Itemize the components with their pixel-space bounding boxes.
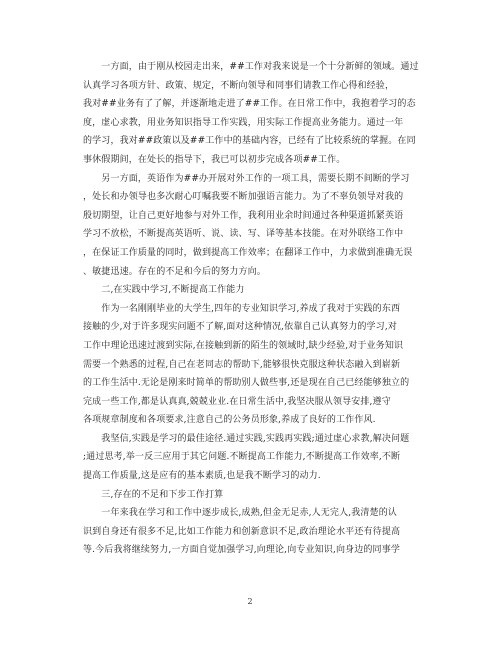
text-line: 接触的少,对于许多现实问题不了解,面对这种情况,依靠自己认真努力的学习,对 [83,322,397,333]
text-line: ，处长和办领导也多次耐心叮嘱我要不断加强语言能力。为了不辜负领导对我的 [83,192,404,203]
text-line: 度，虚心求教，用业务知识指导工作实践，用实际工作提高业务能力。通过一年 [83,117,404,128]
section-heading: 二,在实践中学习,不断提高工作能力 [83,285,245,296]
text-line: 的学习，我对##政策以及##工作中的基础内容，已经有了比较系统的掌握。在同 [83,136,416,147]
page-number: 2 [247,597,253,606]
text-line: 工作中理论迅速过渡到实际,在接触到新的陌生的领域时,缺少经验,对于业务知识 [83,340,404,351]
text-line: 、敏捷迅速。存在的不足和今后的努力方向。 [83,266,267,277]
text-line: 完成一些工作,都是认真真,兢兢业业.在日常生活中,我坚决服从领导安排,遵守 [83,396,391,407]
text-line: 事休假期间，在处长的指导下，我已可以初步完成各项##工作。 [83,154,346,165]
text-line: 提高工作质量,这是应有的基本素质,也是我不断学习的动力. [83,471,321,482]
text-line: 各项规章制度和各项要求,注意自己的公务员形象,养成了良好的工作作风. [83,415,376,426]
text-line: 学习不放松，不断提高英语听、说、读、写、译等基本技能。在对外联络工作中 [83,229,404,240]
text-line: 需要一个熟悉的过程,自己在老同志的帮助下,能够很快克服这种状态融入到崭新 [83,359,401,370]
text-line: 一方面，由于刚从校园走出来，##工作对我来说是一个十分新鲜的领域。通过 [83,62,419,72]
text-line: 作为一名刚刚毕业的大学生,四年的专业知识学习,养成了我对于实践的东西 [83,303,401,314]
text-line: ，在保证工作质量的同时，做到提高工作效率；在翻译工作中，力求做到准确无误 [83,247,413,258]
text-line: 一年来我在学习和工作中逐步成长,成熟,但金无足赤,人无完人,我清楚的认 [83,508,397,519]
text-line: 我坚信,实践是学习的最佳途径.通过实践,实践再实践;通过虚心求教,解决问题 [83,433,410,444]
text-line: 我对##业务有了了解，并逐渐地走进了##工作。在日常工作中，我抱着学习的态 [83,99,416,110]
section-heading: 三,存在的不足和下步工作打算 [83,489,224,500]
body-text [83,58,418,560]
text-line: 认真学习各项方针、政策、规定，不断向领导和同事们请教工作心得和经验， [83,80,395,91]
text-line: 等.今后我将继续努力,一方面自觉加强学习,向理论,向专业知识,向身边的同事学 [83,545,401,556]
text-line: 识到自身还有很多不足,比如工作能力和创新意识不足,政治理论水平还有待提高 [83,526,401,537]
text-line: 殷切期望，让自己更好地参与对外工作，我利用业余时间通过各种渠道抓紧英语 [83,210,404,221]
text-line: 另一方面，英语作为##办开展对外工作的一项工具，需要长期不间断的学习 [83,173,410,184]
text-line: ;通过思考,举一反三应用于其它问题.不断提高工作能力,不断提高工作效率,不断 [83,452,401,463]
text-line: 的工作生活中.无论是刚来时简单的帮助别人做些事,还是现在自己已经能够独立的 [83,378,410,389]
